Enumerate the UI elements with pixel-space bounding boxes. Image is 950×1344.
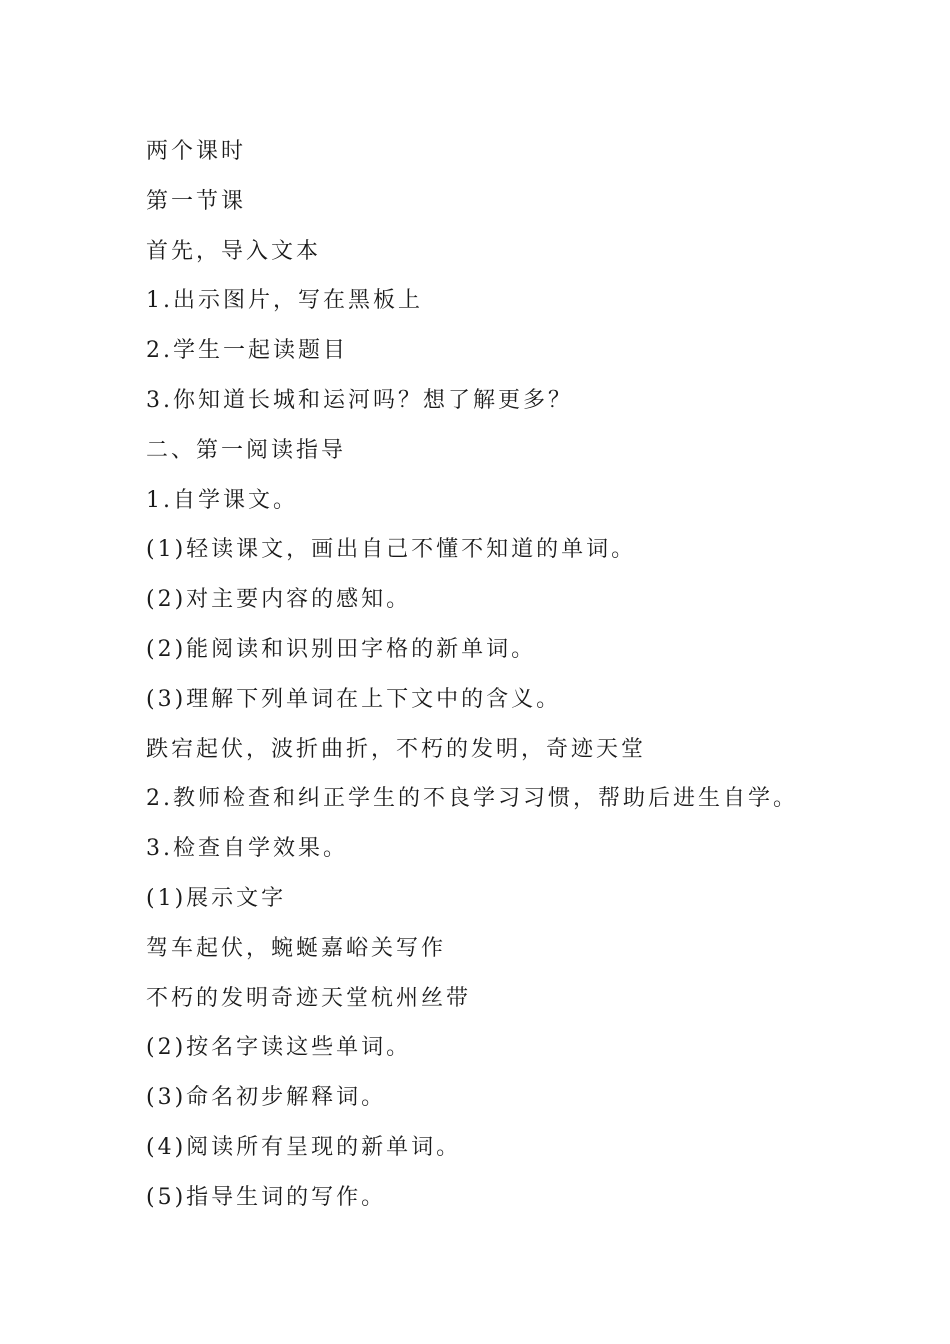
text-line: (2)能阅读和识别田字格的新单词。 [146, 636, 537, 662]
text-line: (1)轻读课文，画出自己不懂不知道的单词。 [146, 537, 637, 563]
reading-guide-heading: 二、第一阅读指导 [146, 437, 347, 463]
first-lesson-heading: 第一节课 [146, 188, 247, 214]
text-line: (3)理解下列单词在上下文中的含义。 [146, 686, 562, 712]
text-line: (4)阅读所有呈现的新单词。 [146, 1134, 462, 1160]
intro-section-heading: 首先，导入文本 [146, 238, 322, 264]
document-body [146, 131, 906, 1227]
vocabulary-line: 跌宕起伏，波折曲折，不朽的发明，奇迹天堂 [146, 736, 647, 762]
text-line: 2.教师检查和纠正学生的不良学习习惯，帮助后进生自学。 [146, 786, 798, 812]
text-line: 1.出示图片，写在黑板上 [146, 288, 423, 314]
lesson-count-line: 两个课时 [146, 139, 247, 164]
text-line: (3)命名初步解释词。 [146, 1085, 387, 1111]
text-line: 1.自学课文。 [146, 487, 298, 513]
text-line: 2.学生一起读题目 [146, 338, 348, 364]
text-line: (5)指导生词的写作。 [146, 1184, 387, 1210]
text-line: (2)对主要内容的感知。 [146, 587, 412, 613]
vocabulary-line: 驾车起伏，蜿蜒嘉峪关写作 [146, 935, 447, 961]
text-line: (2)按名字读这些单词。 [146, 1035, 412, 1061]
text-line: 3.你知道长城和运河吗？想了解更多？ [146, 387, 573, 413]
text-line: (1)展示文字 [146, 885, 287, 911]
text-line: 3.检查自学效果。 [146, 836, 348, 862]
vocabulary-line: 不朽的发明奇迹天堂杭州丝带 [146, 985, 472, 1011]
